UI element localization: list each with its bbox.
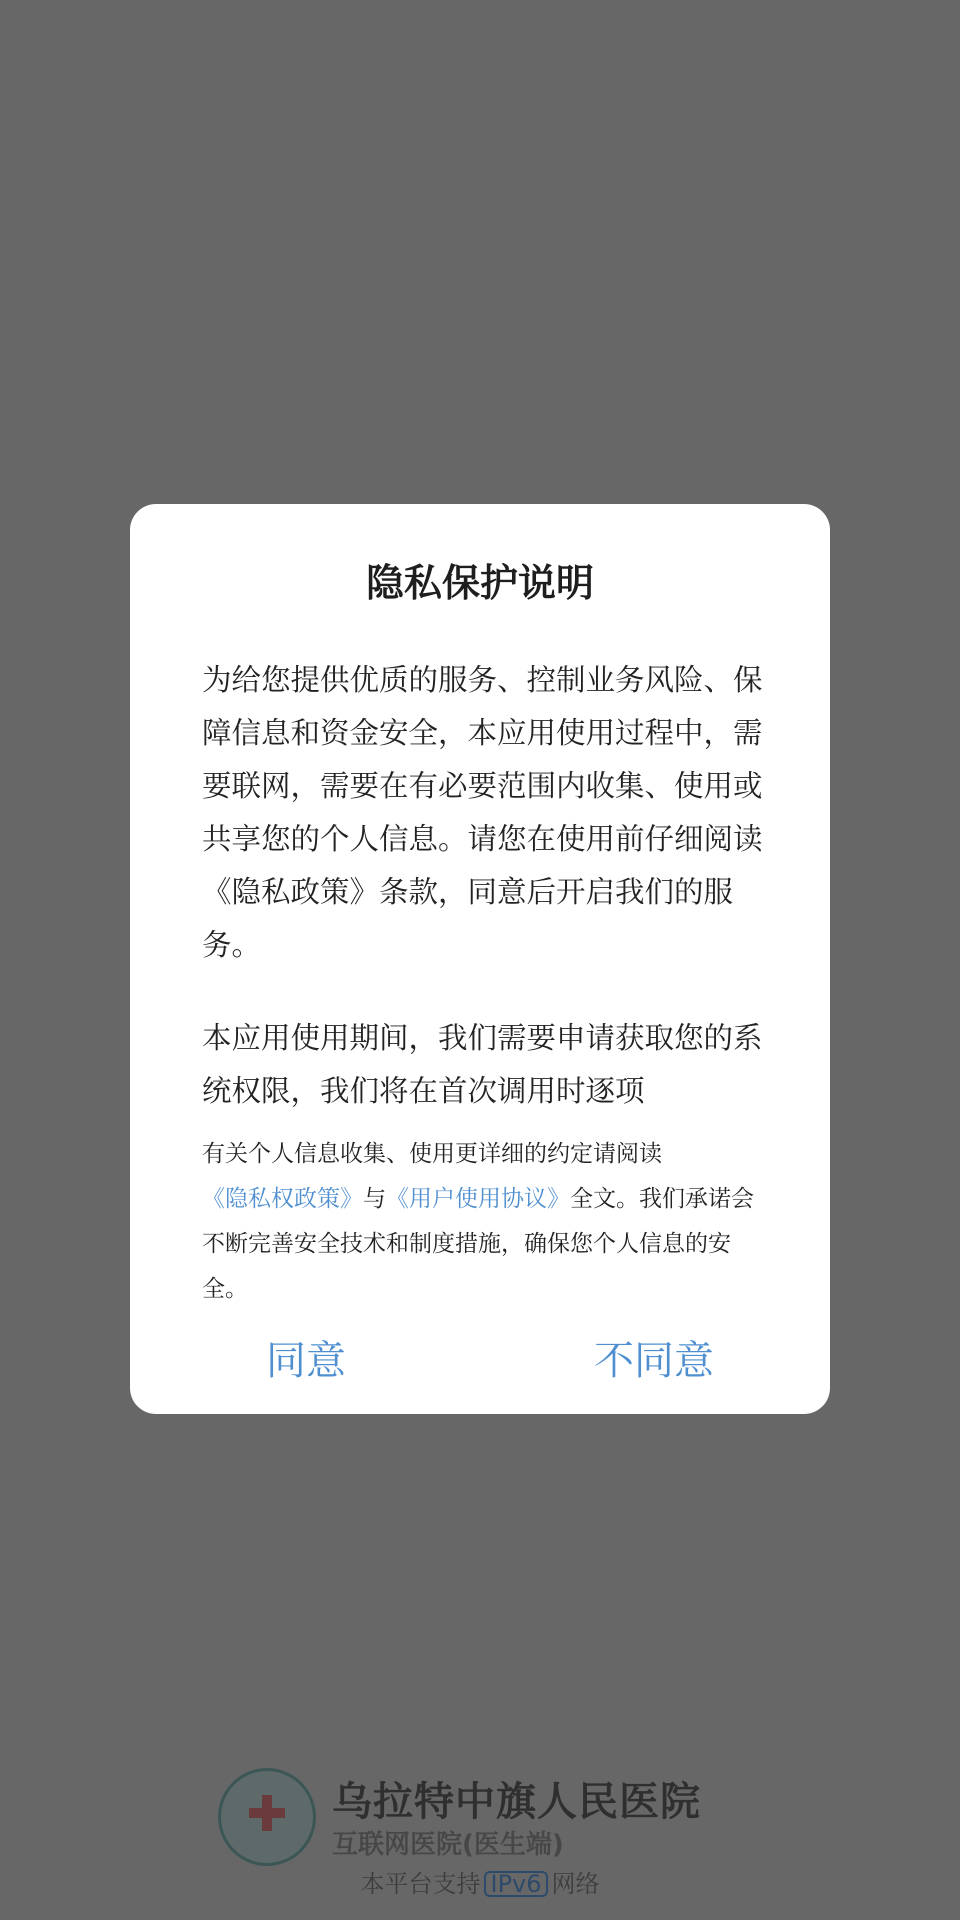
dialog-title: 隐私保护说明	[365, 561, 594, 605]
privacy-paragraph-2: 本应用使用期间，我们需要申请获取您的系统权限，我们将在首次调用时逐项	[202, 1021, 763, 1108]
ipv6-support-line	[0, 1864, 960, 1899]
hospital-name: 乌拉特中旗人民医院	[332, 1779, 701, 1825]
privacy-paragraph-1: 为给您提供优质的服务、控制业务风险、保障信息和资金安全，本应用使用过程中，需要联网，需要在有必要范围内收集、使用或共享您的个人信息。请您在使用前仔细阅读《隐私政策》条款，同意后开启我们的服务。	[202, 663, 763, 962]
hospital-subtitle: 互联网医院(医生端)	[332, 1830, 564, 1860]
privacy-scroll-area[interactable]	[202, 654, 768, 1108]
disagree-button[interactable]: 不同意	[594, 1328, 714, 1394]
user-agreement-link[interactable]: 《用户使用协议》	[386, 1186, 570, 1212]
red-cross-icon	[249, 1795, 285, 1831]
privacy-policy-link[interactable]: 《隐私权政策》	[202, 1186, 363, 1212]
ipv6-prefix: 本平台支持	[360, 1870, 481, 1898]
agree-button[interactable]: 同意	[266, 1328, 346, 1394]
ipv6-badge: IPv6	[484, 1871, 547, 1897]
footer-prefix: 有关个人信息收集、使用更详细的约定请阅读	[202, 1141, 662, 1167]
privacy-dialog	[130, 504, 830, 1414]
hospital-logo-icon	[218, 1768, 316, 1866]
ipv6-suffix: 网络	[551, 1870, 600, 1898]
footer-suffix: 全文。我们承诺会不断完善安全技术和制度措施，确保您个人信息的安全。	[202, 1186, 754, 1302]
privacy-footer-text	[202, 1132, 768, 1312]
footer-and: 与	[363, 1186, 386, 1212]
hospital-brand	[218, 1766, 758, 1866]
